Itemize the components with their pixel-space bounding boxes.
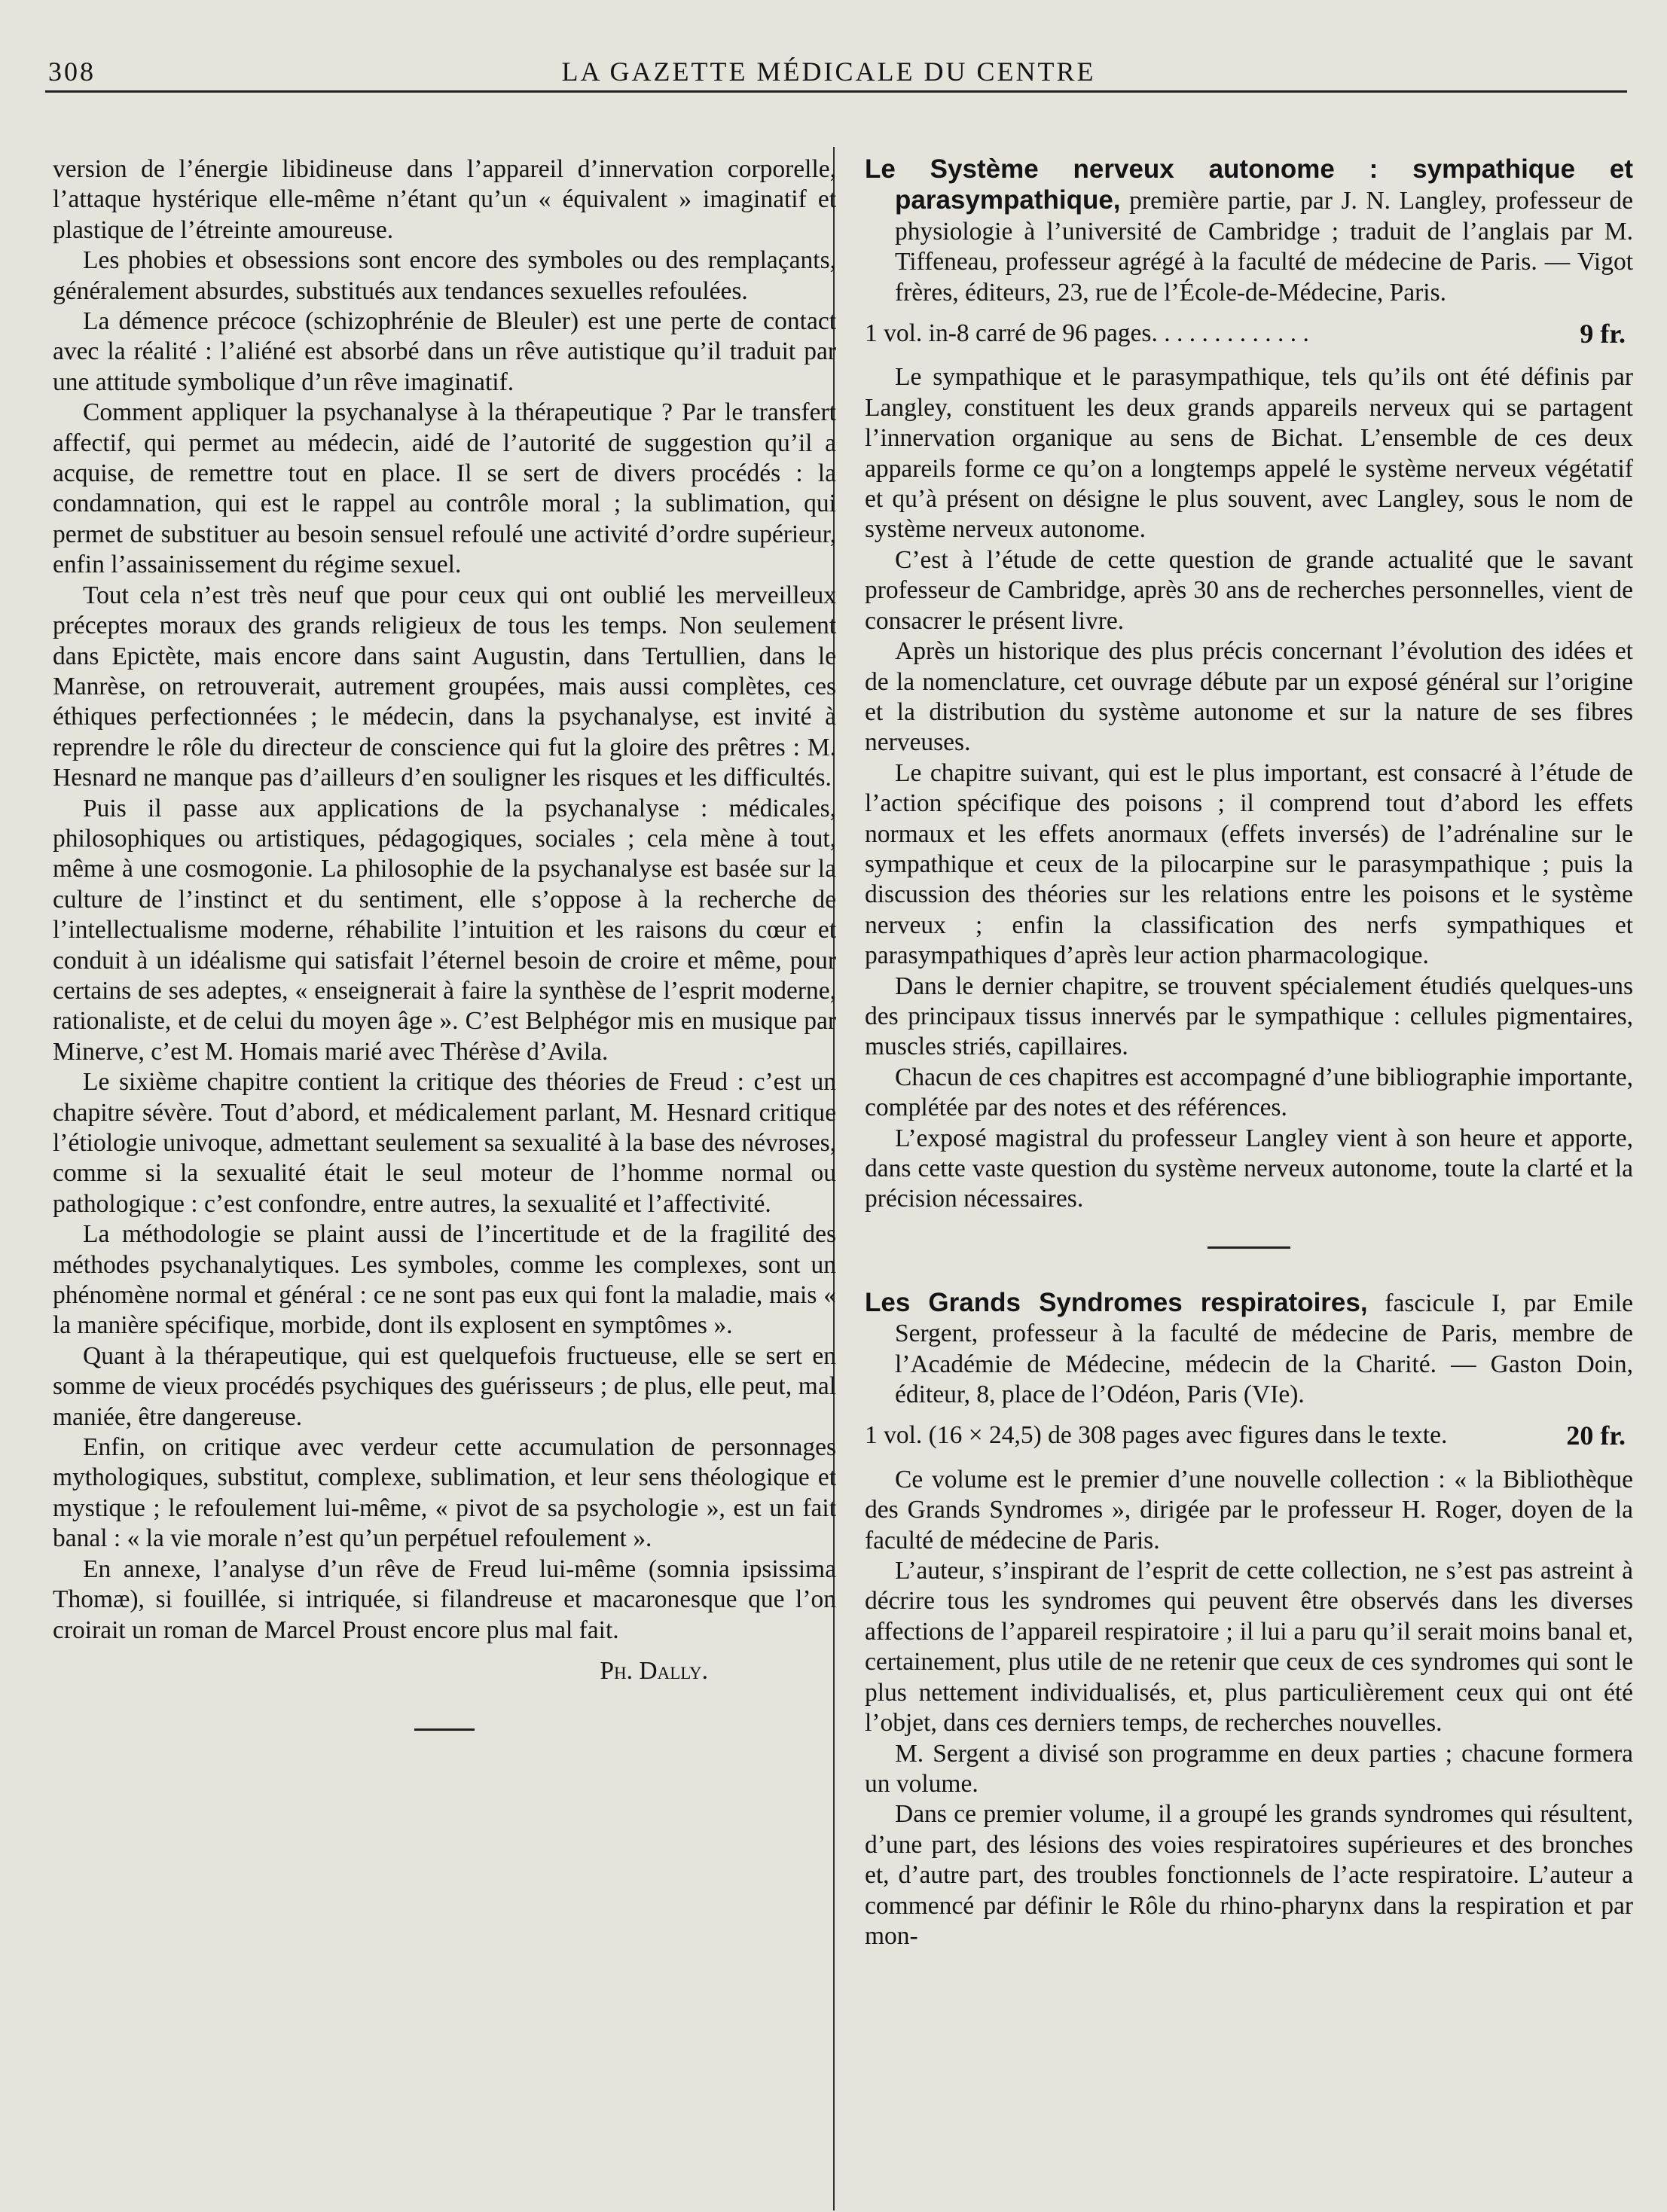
book-review-langley bbox=[865, 154, 1633, 1215]
journal-title: LA GAZETTE MÉDICALE DU CENTRE bbox=[561, 56, 1096, 87]
paragraph: En annexe, l’analyse d’un rêve de Freud lui-même (somnia ipsissima Thomæ), si fouillée, si intriquée, si filandreuse et macaronesque que l’on croirait un roman de Marcel Proust encore plus mal fait. bbox=[53, 1555, 836, 1644]
book-review-sergent bbox=[865, 1288, 1633, 1952]
paragraph: Puis il passe aux applications de la psychanalyse : médicales, philosophiques ou artistiques, pédagogiques, sociales ; cela mène à tout, même à une cosmogonie. La philosophie de la psychanalyse est basée sur la culture de l’instinct et du sentiment, elle s’oppose à la recherche de l’intellectualisme moderne, réhabilite l’intuition et les raisons du cœur et conduit à un idéalisme qui satisfait l’éternel besoin de croire et même, pour certains de ses adeptes, « enseignerait à faire la synthèse de l’esprit moderne, rationaliste, et de celui du moyen âge ». C’est Belphégor mis en musique par Minerve, c’est M. Homais marié avec Thérèse d’Avila. bbox=[53, 794, 836, 1066]
review-heading bbox=[865, 1288, 1633, 1411]
paragraph: Chacun de ces chapitres est accompagné d’une bibliographie importante, complétée par des notes et des références. bbox=[865, 1063, 1633, 1122]
page-number: 308 bbox=[48, 56, 96, 87]
header-rule bbox=[45, 90, 1627, 93]
review-price-line bbox=[865, 319, 1633, 349]
paragraph: C’est à l’étude de cette question de grande actualité que le savant professeur de Cambridge, après 30 ans de recherches personnelles, vient de consacrer le présent livre. bbox=[865, 545, 1633, 635]
paragraph: Les phobies et obsessions sont encore des symboles ou des remplaçants, généralement absurdes, substitués aux tendances sexuelles refoulées. bbox=[53, 246, 836, 305]
paragraph: La démence précoce (schizophrénie de Bleuler) est une perte de contact avec la réalité : l’aliéné est absorbé dans un rêve autistique qu’il traduit par une attitude symbolique d’un rêve imaginatif. bbox=[53, 307, 836, 396]
paragraph: Le sixième chapitre contient la critique des théories de Freud : c’est un chapitre sévère. Tout d’abord, et médicalement parlant, M. Hesnard critique l’étiologie univoque, admettant seulement sa sexualité à la base des névroses, comme si la sexualité était le seul moteur de l’homme normal ou pathologique : c’est confondre, entre autres, la sexualité et l’affectivité. bbox=[53, 1068, 836, 1218]
paragraph: L’auteur, s’inspirant de l’esprit de cette collection, ne s’est pas astreint à décrire tous les syndromes qui peuvent être observés dans les diverses affections de l’appareil respiratoire ; il lui a paru qu’il serait moins banal et, certainement, plus utile de ne retenir que ceux de ces syndromes qui sont le plus nettement individualisés, et, plus particulièrement ceux qui ont été l’objet, dans ces derniers temps, de recherches nouvelles. bbox=[865, 1557, 1633, 1738]
paragraph: L’exposé magistral du professeur Langley vient à son heure et apporte, dans cette vaste question du système nerveux autonome, toute la clarté et la précision nécessaires. bbox=[865, 1124, 1633, 1213]
review-format: 1 vol. (16 × 24,5) de 308 pages avec figures dans le texte. bbox=[865, 1421, 1448, 1450]
review-heading bbox=[865, 154, 1633, 308]
paragraph: Après un historique des plus précis concernant l’évolution des idées et de la nomenclature, cet ouvrage débute par un exposé général sur l’origine et la distribution du système autonome et sur la nature de ses fibres nerveuses. bbox=[865, 637, 1633, 757]
paragraph: Ce volume est le premier d’une nouvelle collection : « la Bibliothèque des Grands Syndromes », dirigée par le professeur H. Roger, doyen de la faculté de médecine de Paris. bbox=[865, 1465, 1633, 1555]
paragraph: La méthodologie se plaint aussi de l’incertitude et de la fragilité des méthodes psychanalytiques. Les symboles, comme les complexes, sont un phénomène normal et général : ce ne sont pas eux qui font la maladie, mais « la manière spécifique, morbide, dont ils explosent en symptômes ». bbox=[53, 1220, 836, 1340]
paragraph: Tout cela n’est très neuf que pour ceux qui ont oublié les merveilleux préceptes moraux des grands religieux de tous les temps. Non seulement dans Epictète, mais encore dans saint Augustin, dans Tertullien, dans le Manrèse, on retrouverait, autrement groupées, mais aussi complètes, ces éthiques perfectionnées ; le médecin, dans la psychanalyse, est invité à reprendre le rôle du directeur de conscience qui fut la gloire des prêtres : M. Hesnard ne manque pas d’ailleurs d’en souligner les risques et les difficultés. bbox=[53, 581, 836, 792]
review-title: Les Grands Syndromes respiratoires, bbox=[865, 1287, 1368, 1317]
left-column bbox=[53, 154, 836, 1731]
right-column bbox=[865, 154, 1633, 1951]
running-header bbox=[45, 50, 1612, 92]
review-format: 1 vol. in-8 carré de 96 pages. . . . . . . . . . . . . bbox=[865, 319, 1309, 348]
paragraph: Quant à la thérapeutique, qui est quelquefois fructueuse, elle se sert en somme de vieux procédés psychiques des guérisseurs ; de plus, elle peut, mal maniée, être dangereuse. bbox=[53, 1341, 836, 1431]
paragraph: Dans ce premier volume, il a groupé les grands syndromes qui résultent, d’une part, des lésions des voies respiratoires supérieures et des bronches et, d’autre part, des troubles fonctionnels de l’acte respiratoire. L’auteur a commencé par définir le Rôle du rhino-pharynx dans la respiration et par mon- bbox=[865, 1800, 1633, 1950]
author-signature: Ph. Dally. bbox=[600, 1656, 708, 1685]
review-price: 20 fr. bbox=[1566, 1420, 1626, 1451]
article-end-rule bbox=[414, 1728, 475, 1731]
review-title: Le Système nerveux autonome : sympathique et parasympathique, bbox=[865, 154, 1633, 215]
paragraph: M. Sergent a divisé son programme en deux parties ; chacune formera un volume. bbox=[865, 1739, 1633, 1798]
paragraph: version de l’énergie libidineuse dans l’appareil d’innervation corporelle, l’attaque hystérique elle-même n’étant qu’un « équivalent » imaginatif et plastique de l’étreinte amoureuse. bbox=[53, 155, 836, 244]
review-citation: fascicule I, par Emile Sergent, professeur à la faculté de médecine de Paris, membre de l’Académie de Médecine, médecin de la Charité. — Gaston Doin, éditeur, 8, place de l’Odéon, Paris (VIe). bbox=[895, 1289, 1633, 1409]
paragraph: Dans le dernier chapitre, se trouvent spécialement étudiés quelques-uns des principaux tissus innervés par le sympathique : cellules pigmentaires, muscles striés, capillaires. bbox=[865, 972, 1633, 1061]
review-citation: première partie, par J. N. Langley, professeur de physiologie à l’université de Cambridge ; traduit de l’anglais par M. Tiffeneau, professeur agrégé à la faculté de médecine de Paris. — Vigot frères, éditeurs, 23, rue de l’École-de-Médecine, Paris. bbox=[895, 187, 1634, 307]
review-price: 9 fr. bbox=[1580, 319, 1626, 349]
review-separator bbox=[1208, 1246, 1290, 1249]
paragraph: Le sympathique et le parasympathique, tels qu’ils ont été définis par Langley, constituent les deux grands appareils nerveux qui se partagent l’innervation organique au sens de Bichat. L’ensemble de ces deux appareils forme ce qu’on a longtemps appelé le système nerveux végétatif et qu’à présent on désigne le plus souvent, avec Langley, sous le nom de système nerveux autonome. bbox=[865, 363, 1633, 544]
paragraph: Comment appliquer la psychanalyse à la thérapeutique ? Par le transfert affectif, qui permet au médecin, aidé de l’autorité de suggestion qu’il a acquise, de remettre tout en place. Il se sert de divers procédés : la condamnation, qui est le rappel au contrôle moral ; la sublimation, qui permet de substituer au besoin sensuel refoulé une activité d’ordre supérieur, enfin l’assainissement du régime sexuel. bbox=[53, 398, 836, 579]
review-price-line bbox=[865, 1420, 1633, 1451]
paragraph: Le chapitre suivant, qui est le plus important, est consacré à l’étude de l’action spécifique des poisons ; il comprend tout d’abord les effets normaux et les effets anormaux (effets inversés) de l’adrénaline sur le sympathique et ceux de la pilocarpine sur le parasympathique ; puis la discussion des théories sur les relations entre les poisons et le système nerveux ; enfin la classification des nerfs sympathiques et parasympathiques d’après leur action pharmacologique. bbox=[865, 758, 1633, 970]
paragraph: Enfin, on critique avec verdeur cette accumulation de personnages mythologiques, substitut, complexe, sublimation, et leur sens théologique et mystique ; le refoulement lui-même, « pivot de sa psychologie », est un fait banal : « la vie morale n’est qu’un perpétuel refoulement ». bbox=[53, 1433, 836, 1553]
